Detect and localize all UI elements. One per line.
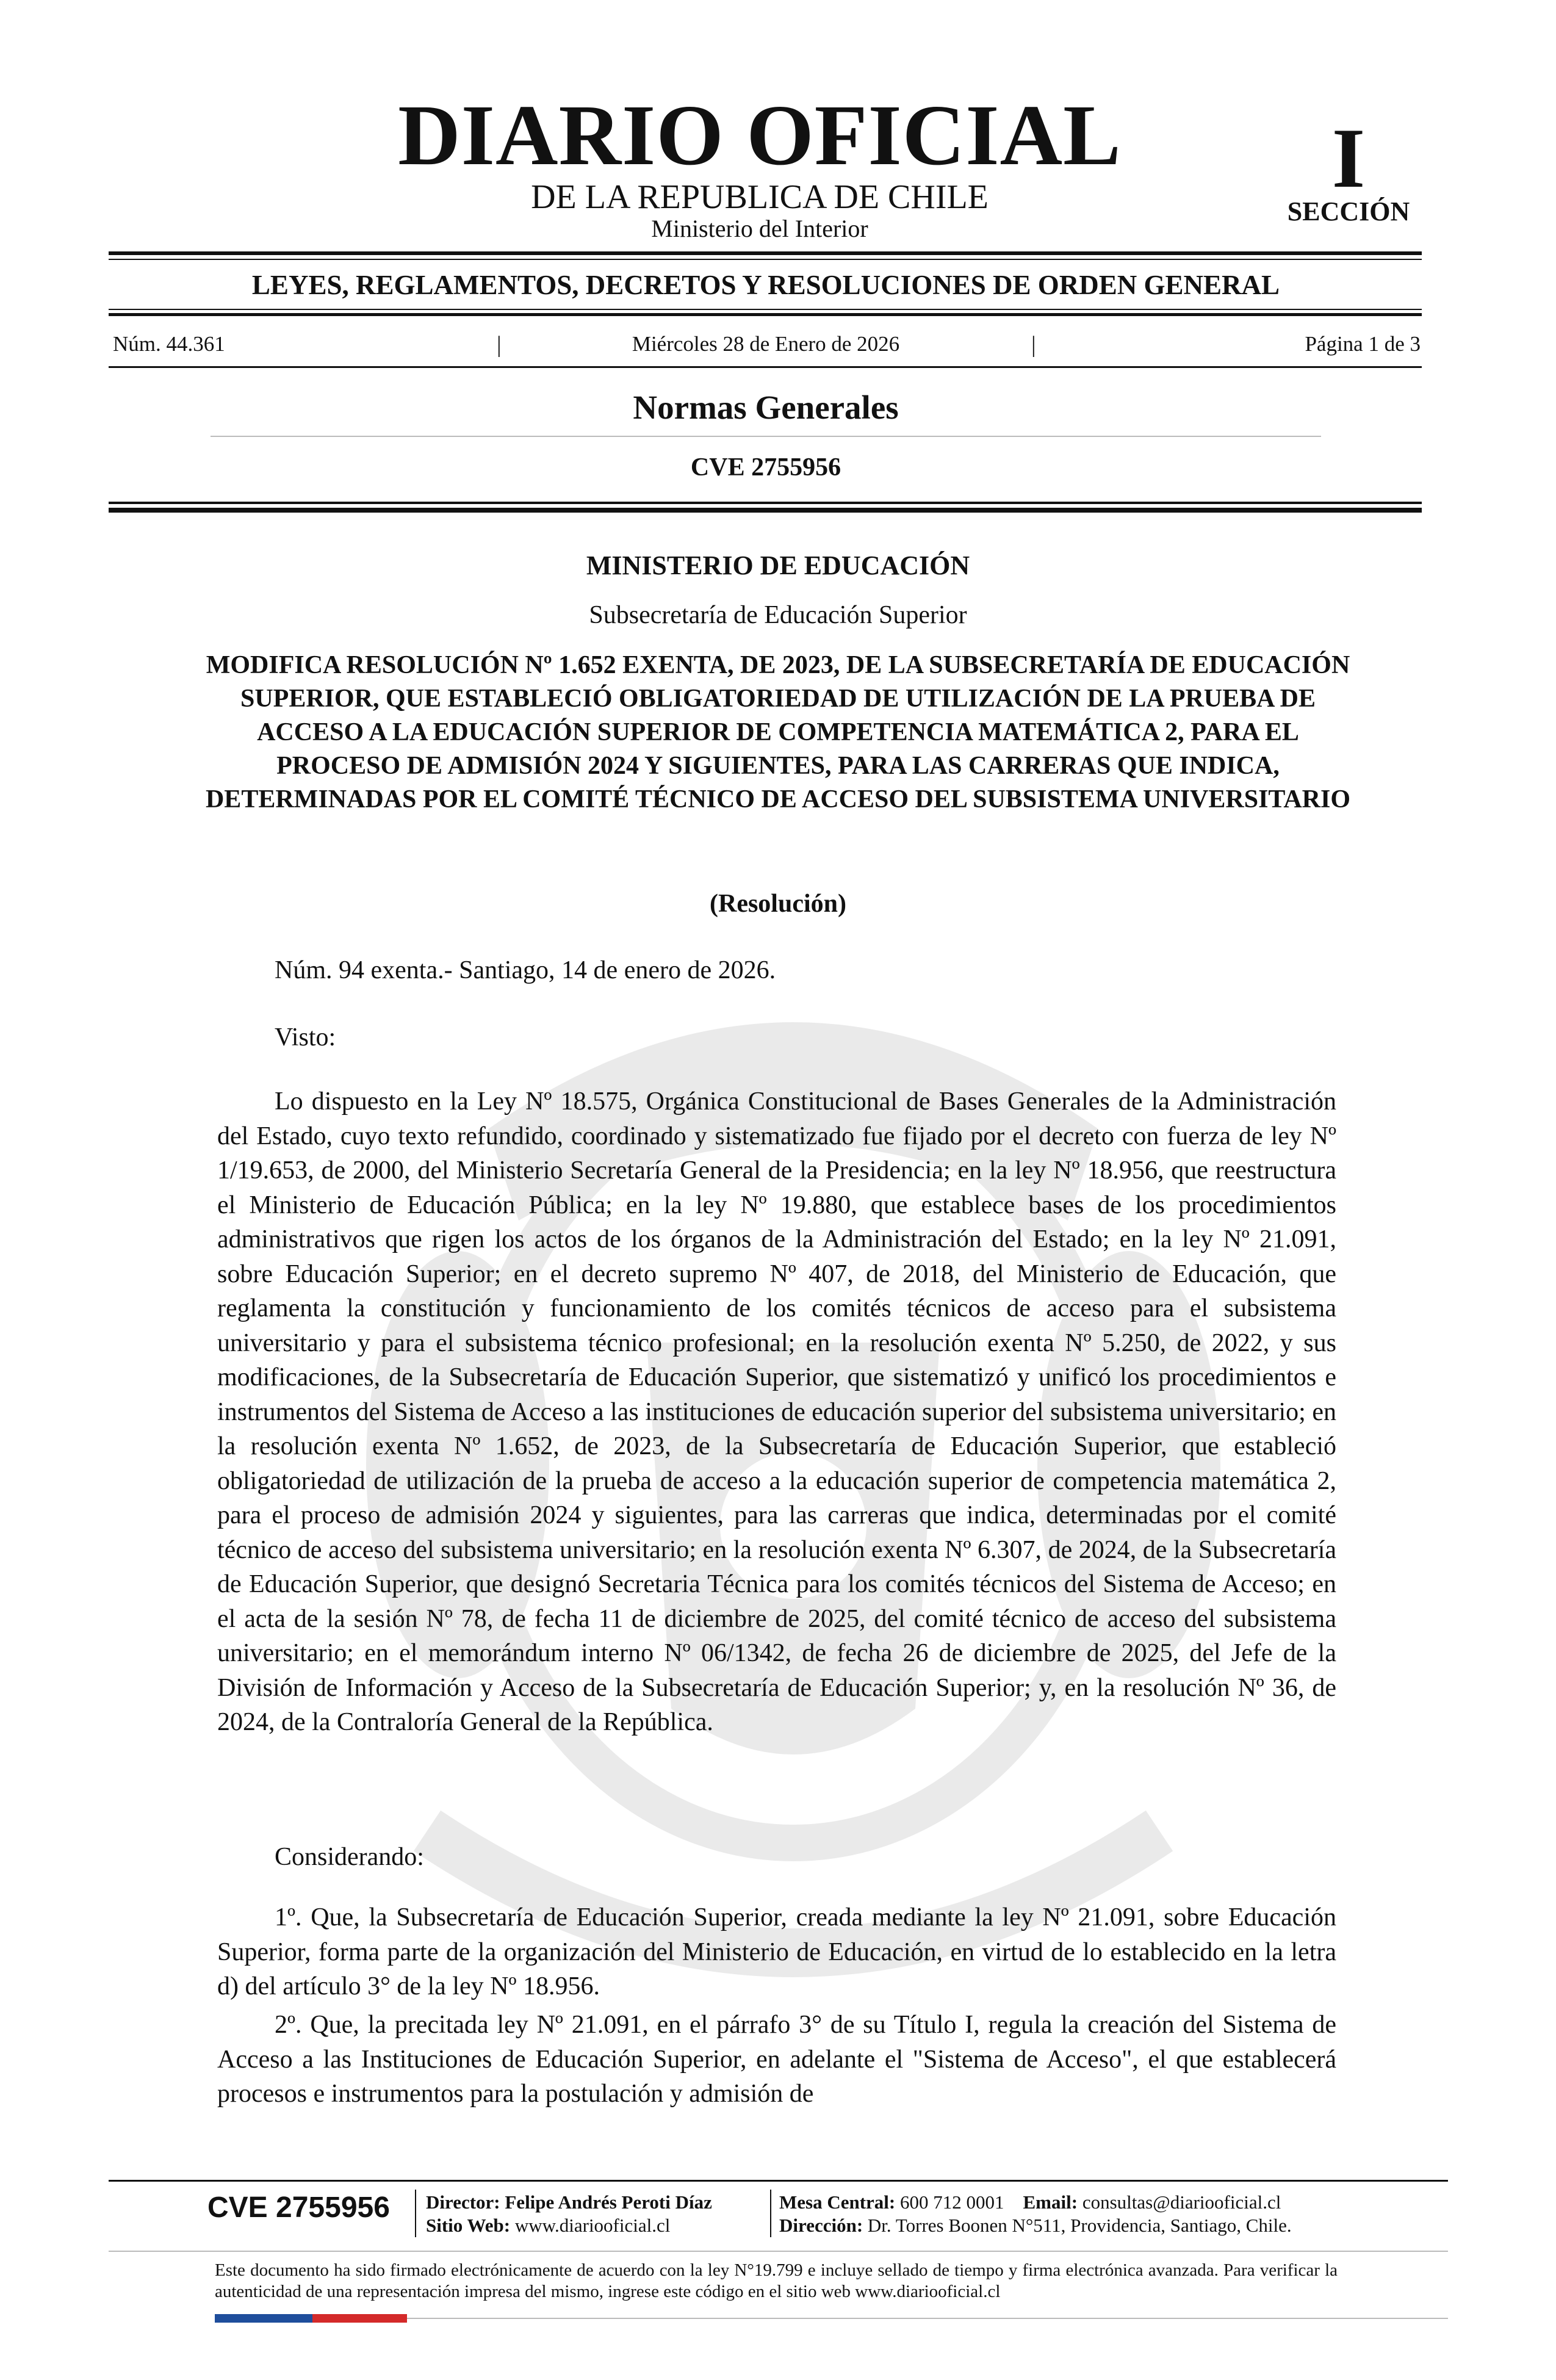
email-label: Email: [1023, 2191, 1078, 2213]
phone-label: Mesa Central: [779, 2191, 896, 2213]
section-label: SECCIÓN [1287, 197, 1410, 226]
resolution-number-line: Núm. 94 exenta.- Santiago, 14 de enero de 2026. [275, 956, 776, 984]
cve-header: CVE 2755956 [690, 453, 841, 481]
general-rule-1 [109, 309, 1422, 310]
footer-divider-1 [415, 2190, 416, 2237]
visto-paragraph: Lo dispuesto en la Ley Nº 18.575, Orgánica Constitucional de Bases Generales de la Administración del Estado, cuyo texto refundido, coordinado y sistematizado fue fijado por el decreto con fuerza de ley Nº 1/19.653, de 2000, del Ministerio Secretaría General de la Presidencia; en la ley Nº 18.956, que reestructura el Ministerio de Educación Pública; en la ley Nº 19.880, que establece bases de los procedimientos administrativos que rigen los actos de los órganos de la Administración del Estado; en la ley Nº 21.091, sobre Educación Superior; en el decreto supremo Nº 407, de 2018, del Ministerio de Educación, que reglamenta la constitución y funcionamiento de los comités técnicos de acceso para el subsistema universitario y para el subsistema técnico profesional; en la resolución exenta Nº 5.250, de 2022, y sus modificaciones, de la Subsecretaría de Educación Superior, que sistematizó y unificó los procedimientos e instrumentos del Sistema de Acceso a las instituciones de educación superior del subsistema universitario; en la resolución exenta Nº 1.652, de 2023, de la Subsecretaría de Educación Superior, que estableció obligatoriedad de utilización de la prueba de acceso a la educación superior de competencia matemática 2, para el proceso de admisión 2024 y siguientes, para las carreras que indica, determinadas por el comité técnico de acceso del subsistema universitario; en la resolución exenta Nº 6.307, de 2024, de la Subsecretaría de Educación Superior, que designó Secretaria Técnica para los comités técnicos del Sistema de Acceso; en el acta de la sesión Nº 78, de fecha 11 de diciembre de 2025, del comité técnico de acceso del subsistema universitario; en el memorándum interno Nº 06/1342, de fecha 26 de diciembre de 2025, del Jefe de la División de Información y Acceso de la Subsecretaría de Educación Superior; y, en la resolución Nº 36, de 2024, de la Contraloría General de la República. [217, 1087, 1336, 1736]
flag-stripe-red [312, 2314, 407, 2323]
footer-rule-mid [109, 2251, 1448, 2252]
footer-cve: CVE 2755956 [207, 2191, 390, 2224]
document-title: MODIFICA RESOLUCIÓN Nº 1.652 EXENTA, DE 2023, DE LA SUBSECRETARÍA DE EDUCACIÓN SUPERIOR, QUE ESTABLECIÓ OBLIGATORIEDAD DE UTILIZACIÓN DE LA PRUEBA DE ACCESO A LA EDUCACIÓN SUPERIOR DE COMPETENCIA MATEMÁTICA 2, PARA EL PROCESO DE ADMISIÓN 2024 Y SIGUIENTES, PARA LAS CARRERAS QUE INDICA, DETERMINADAS POR EL COMITÉ TÉCNICO DE ACCESO DEL SUBSISTEMA UNIVERSITARIO [205, 651, 1351, 813]
director-name: Felipe Andrés Peroti Díaz [505, 2191, 712, 2213]
phone-number: 600 712 0001 [900, 2191, 1004, 2213]
issue-page: Página 1 de 3 [1305, 332, 1421, 356]
footer-rule-bottom [407, 2318, 1448, 2319]
masthead-subtitle: DE LA REPUBLICA DE CHILE [531, 178, 989, 216]
general-rule-2 [109, 313, 1422, 316]
address-text: Dr. Torres Boonen N°511, Providencia, Santiago, Chile. [867, 2215, 1292, 2236]
meta-rule [109, 366, 1422, 368]
masthead-ministry: Ministerio del Interior [651, 215, 868, 242]
website-label: Sitio Web: [426, 2215, 511, 2236]
address-label: Dirección: [779, 2215, 863, 2236]
meta-separator-2: | [1031, 332, 1036, 358]
footer-director-block [426, 2191, 712, 2237]
cve-rule-2 [109, 508, 1422, 513]
document-type: (Resolución) [710, 890, 846, 918]
footer-rule-top [109, 2180, 1448, 2182]
masthead-rule-top [109, 251, 1422, 255]
footer-divider-2 [770, 2190, 771, 2237]
masthead-title: DIARIO OFICIAL [398, 87, 1122, 183]
visto-label: Visto: [275, 1023, 336, 1051]
masthead-rule-bottom [109, 259, 1422, 260]
meta-separator-1: | [497, 332, 502, 358]
issue-date: Miércoles 28 de Enero de 2026 [632, 332, 900, 356]
flag-stripe-blue [215, 2314, 312, 2323]
website-link[interactable]: www.diariooficial.cl [514, 2215, 671, 2236]
footer-legal-note: Este documento ha sido firmado electrónicamente de acuerdo con la ley N°19.799 e incluye sellado de tiempo y firma electrónica avanzada. Para verificar la autenticidad de una representación impresa del mismo, ingrese este código en el sitio web www.diariooficial.cl [215, 2260, 1338, 2301]
issue-number: Núm. 44.361 [113, 332, 225, 356]
considerando-label: Considerando: [275, 1843, 424, 1871]
section-number: I [1331, 111, 1366, 206]
footer-contact-block [779, 2191, 1292, 2237]
general-title: LEYES, REGLAMENTOS, DECRETOS Y RESOLUCIONES DE ORDEN GENERAL [251, 270, 1280, 300]
heading-thin-rule [211, 436, 1321, 437]
director-label: Director: [426, 2191, 500, 2213]
section-heading: Normas Generales [633, 389, 899, 426]
considerando-2: 2º. Que, la precitada ley Nº 21.091, en el párrafo 3° de su Título I, regula la creación del Sistema de Acceso a las Instituciones de Educación Superior, en adelante el "Sistema de Acceso", el que establecerá procesos e instrumentos para la postulación y admisión de [217, 2011, 1336, 2108]
cve-rule-1 [109, 502, 1422, 504]
considerando-1: 1º. Que, la Subsecretaría de Educación Superior, creada mediante la ley Nº 21.091, sobre Educación Superior, forma parte de la organización del Ministerio de Educación, en virtud de lo establecido en la letra d) del artículo 3° de la ley Nº 18.956. [217, 1903, 1336, 2000]
document-ministry: MINISTERIO DE EDUCACIÓN [586, 550, 970, 580]
document-subsecretariat: Subsecretaría de Educación Superior [589, 601, 967, 629]
email-link[interactable]: consultas@diariooficial.cl [1082, 2191, 1281, 2213]
